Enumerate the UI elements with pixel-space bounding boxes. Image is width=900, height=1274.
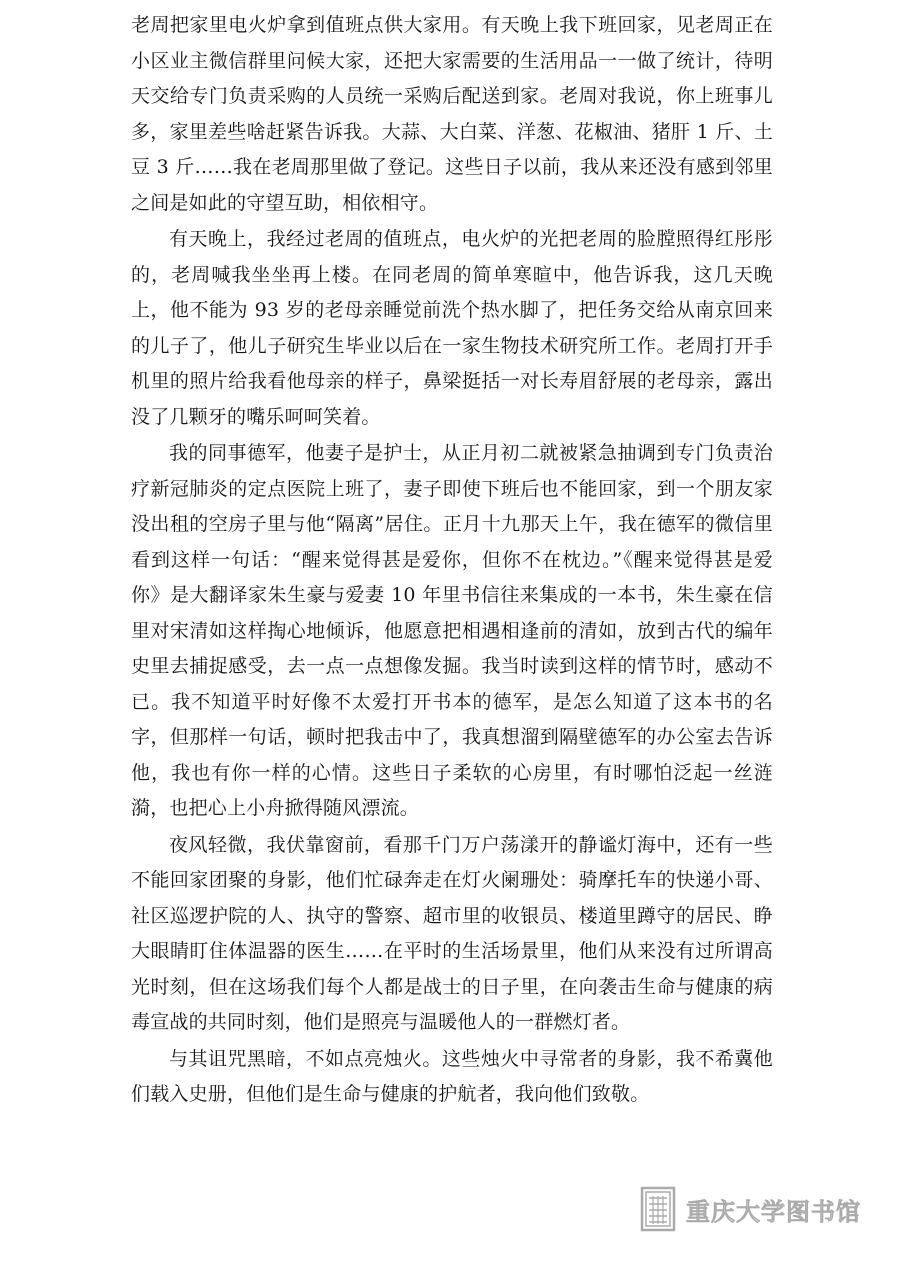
paragraph-1: 老周把家里电火炉拿到值班点供大家用。有天晚上我下班回家，见老周正在小区业主微信群里问候大家，还把大家需要的生活用品一一做了统计，待明天交给专门负责采购的人员统一采购后配送到家。老周对我说，你上班事儿多，家里差些啥赶紧告诉我。大蒜、大白菜、洋葱、花椒油、猪肝 1 斤、土豆 3 斤……我在老周那里做了登记。这些日子以前，我从来还没有感到邻里之间是如此的守望互助，相依相守。 — [131, 14, 773, 214]
paragraph-2: 有天晚上，我经过老周的值班点，电火炉的光把老周的脸膛照得红彤彤的，老周喊我坐坐再上楼。在同老周的简单寒暄中，他告诉我，这几天晚上，他不能为 93 岁的老母亲睡觉前洗个热水脚了，把任务交给从南京回来的儿子了，他儿子研究生毕业以后在一家生物技术研究所工作。老周打开手机里的照片给我看他母亲的样子，鼻梁挺括一对长寿眉舒展的老母亲，露出没了几颗牙的嘴乐呵呵笑着。 — [131, 228, 773, 428]
watermark-text: 重庆大学图书馆 — [686, 1197, 861, 1226]
article-body — [131, 8, 773, 1114]
paragraph-5: 与其诅咒黑暗，不如点亮烛火。这些烛火中寻常者的身影，我不希冀他们载入史册，但他们是生命与健康的护航者，我向他们致敬。 — [131, 1047, 773, 1105]
library-watermark — [640, 1186, 861, 1232]
paragraph-3: 我的同事德军，他妻子是护士，从正月初二就被紧急抽调到专门负责治疗新冠肺炎的定点医院上班了，妻子即使下班后也不能回家，到一个朋友家没出租的空房子里与他“隔离”居住。正月十九那天上午，我在德军的微信里看到这样一句话：“醒来觉得甚是爱你，但你不在枕边。”《醒来觉得甚是爱你》是大翻译家朱生豪与爱妻 10 年里书信往来集成的一本书，朱生豪在信里对宋清如这样掏心地倾诉，他愿意把相遇相逢前的清如，放到古代的编年史里去捕捉感受，去一点一点想像发掘。我当时读到这样的情节时，感动不已。我不知道平时好像不太爱打开书本的德军，是怎么知道了这本书的名字，但那样一句话，顿时把我击中了，我真想溜到隔壁德军的办公室去告诉他，我也有你一样的心情。这些日子柔软的心房里，有时哪怕泛起一丝涟漪，也把心上小舟掀得随风漂流。 — [131, 442, 773, 819]
library-seal-icon — [640, 1186, 676, 1232]
paragraph-4: 夜风轻微，我伏靠窗前，看那千门万户荡漾开的静谧灯海中，还有一些不能回家团聚的身影，他们忙碌奔走在灯火阑珊处：骑摩托车的快递小哥、社区巡逻护院的人、执守的警察、超市里的收银员、楼道里蹲守的居民、睁大眼睛盯住体温器的医生……在平时的生活场景里，他们从来没有过所谓高光时刻，但在这场我们每个人都是战士的日子里，在向袭击生命与健康的病毒宣战的共同时刻，他们是照亮与温暖他人的一群燃灯者。 — [131, 833, 773, 1033]
